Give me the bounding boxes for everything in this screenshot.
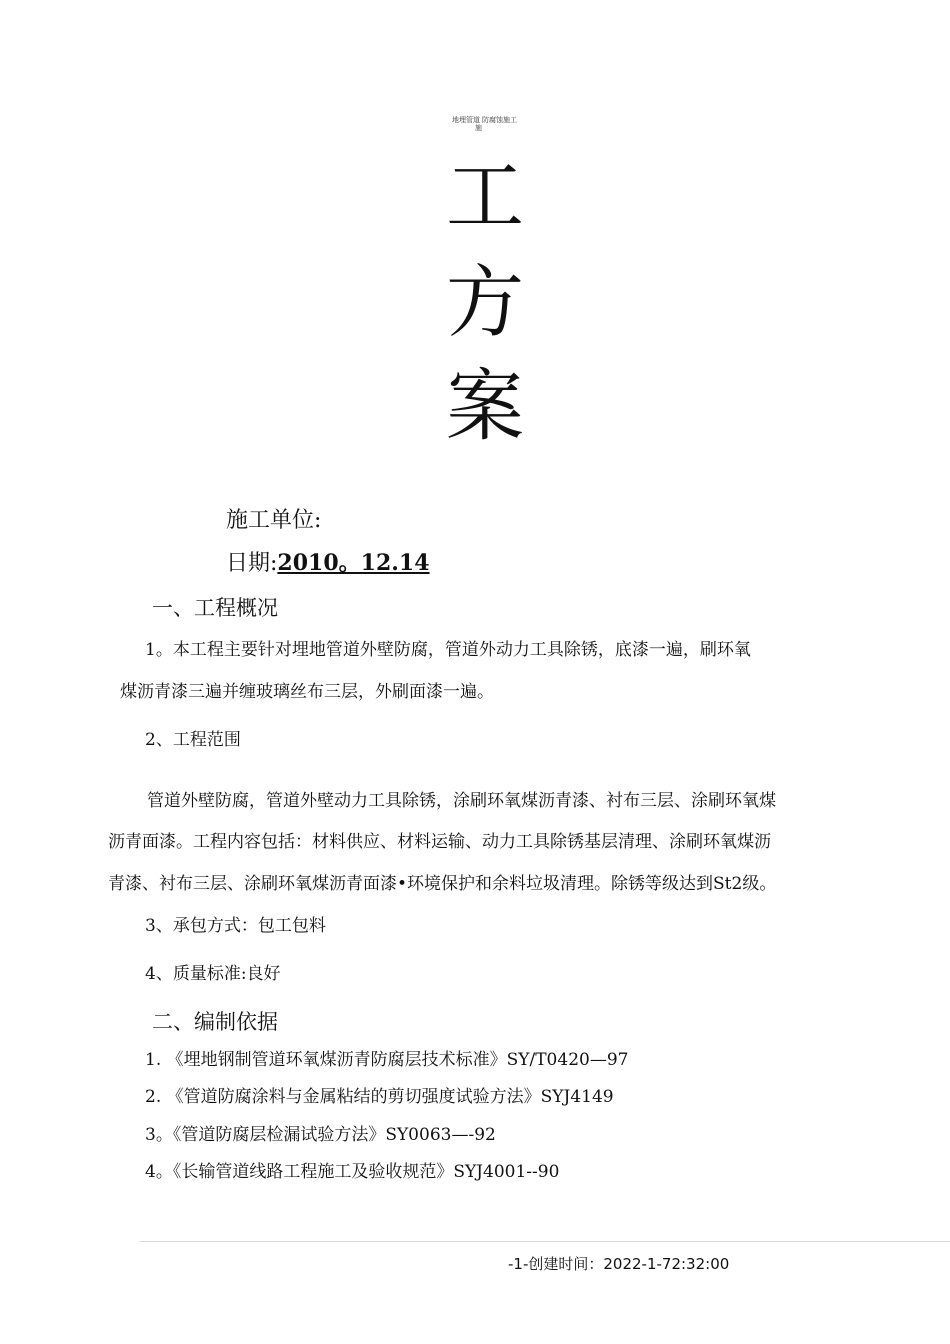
reference-item-4: 4。《长输管道线路工程施工及验收规范》SYJ4001--90 [145,1162,560,1182]
item-3-contract: 3、承包方式：包工包料 [145,916,326,936]
scope-line-3: 青漆、衬布三层、涂刷环氧煤沥青面漆•环境保护和余料垃圾清理。除锈等级达到St2级。 [108,874,777,894]
construction-unit-label: 施工单位: [226,508,322,533]
title-char-3: 案 [446,362,525,452]
title-char-1: 工 [446,152,525,242]
reference-item-2: 2. 《管道防腐涂料与金属粘结的剪切强度试验方法》SYJ4149 [145,1087,614,1107]
date-label: 日期: [226,551,278,576]
date-line [226,546,430,577]
scope-line-2: 沥青面漆。工程内容包括：材料供应、材料运输、动力工具除锈基层清理、涂刷环氧煤沥 [108,832,771,852]
title-char-2: 方 [446,258,525,348]
reference-item-1: 1. 《埋地钢制管道环氧煤沥青防腐层技术标准》SY/T0420—97 [145,1050,629,1070]
section-1-heading: 一、工程概况 [152,596,278,620]
footer-created-time: -1-创建时间：2022-1-72:32:00 [508,1255,730,1273]
section-2-heading: 二、编制依据 [152,1010,278,1034]
header-small-right: 防腐蚀施工 [482,116,517,124]
item-2-scope-label: 2、工程范围 [145,730,241,750]
item-4-quality: 4、质量标准:良好 [145,964,281,984]
header-small-sub: 施 [475,124,482,132]
header-small-left: 地埋管道 [452,116,480,124]
item-1-line-2: 煤沥青漆三遍并缠玻璃丝布三层，外刷面漆一遍。 [120,682,494,702]
scope-line-1: 管道外壁防腐，管道外壁动力工具除锈，涂刷环氧煤沥青漆、衬布三层、涂刷环氧煤 [147,791,776,811]
item-1-line-1: 1。本工程主要针对埋地管道外壁防腐，管道外动力工具除锈，底漆一遍，刷环氧 [145,640,751,660]
footer-divider [140,1241,950,1242]
date-value: 2010。12.14 [277,550,430,576]
reference-item-3: 3。《管道防腐层检漏试验方法》SY0063—-92 [145,1125,496,1145]
